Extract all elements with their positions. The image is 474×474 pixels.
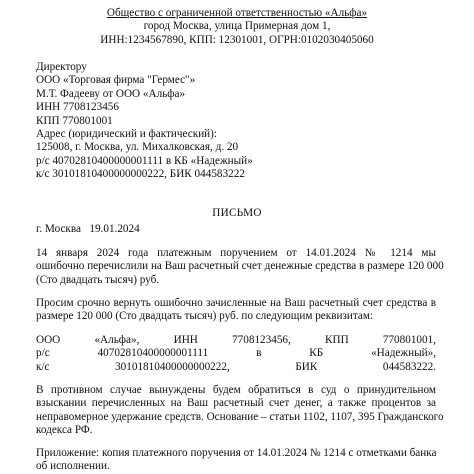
recipient-line: ИНН 7708123456 [36, 101, 119, 114]
letter-title: ПИСЬМО [212, 207, 262, 219]
paragraph-line: (Сто двадцать тысяч) руб. [36, 273, 160, 286]
recipient-line: к/с 30101810400000000222, БИК 044583222 [36, 168, 245, 181]
recipient-line: р/с 40702810400000001111 в КБ «Надежный» [36, 154, 253, 167]
recipient-line: КПП 770801001 [36, 114, 113, 127]
paragraph-attachment [36, 447, 436, 474]
requisites-line: к/с 30101810400000000222, БИК 044583222. [36, 360, 436, 373]
paragraph-line: размере 120 000 (Сто двадцать тысяч) руб. по следующим реквизитам: [36, 310, 374, 323]
organization-ids: ИНН:1234567890, КПП: 12301001, ОГРН:0102030405060 [100, 33, 374, 46]
paragraph-line: кодекса РФ. [36, 424, 93, 437]
paragraph-erroneous-transfer [36, 247, 444, 287]
organization-address: город Москва, улица Примерная дом 1, [143, 20, 331, 33]
letter-place: г. Москва [36, 223, 81, 235]
recipient-line: Директору [36, 61, 87, 73]
recipient-line: 125008, г. Москва, ул. Михалковская, д. 20 [36, 141, 239, 154]
paragraph-line: ошибочно перечислили на Ваш расчетный счет денежные средства в размере 120 000 [36, 260, 444, 273]
paragraph-line: взыскании перечисленных на Ваш расчетный счет денег, а также процентов за [36, 397, 436, 410]
recipient-block [36, 61, 456, 182]
recipient-line: Адрес (юридический и фактический): [36, 128, 218, 141]
letter-date: 19.01.2024 [89, 223, 140, 235]
recipient-line: М.Т. Фадееву от ООО «Альфа» [36, 87, 186, 100]
paragraph-line: В противном случае вынуждены будем обратиться в суд о принудительном [36, 384, 436, 396]
paragraph-line: 14 января 2024 года платежным поручением от 14.01.2024 № 1214 мы [36, 247, 436, 259]
requisites-line: ООО «Альфа», ИНН 7708123456, КПП 770801001, [36, 334, 436, 346]
requisites-line: р/с 40702810400000001111 в КБ «Надежный», [36, 347, 436, 360]
paragraph-line: об исполнении. [36, 460, 110, 473]
recipient-line: ООО «Торговая фирма "Гермес"» [36, 74, 196, 87]
place-date [36, 223, 140, 236]
organization-name: Общество с ограниченной ответственностью «Альфа» [106, 7, 368, 19]
paragraph-court-warning [36, 384, 444, 438]
requisites-block [36, 334, 436, 374]
paragraph-line: неправомерное удержание средств. Основание – статьи 1102, 1107, 395 Гражданского [36, 410, 444, 423]
paragraph-line: Приложение: копия платежного поручения от 14.01.2024 № 1214 с отметками банка [36, 447, 437, 459]
organization-header [0, 7, 474, 47]
paragraph-refund-request [36, 297, 436, 324]
paragraph-line: Просим срочно вернуть ошибочно зачисленные на Ваш расчетный счет средства в [36, 297, 436, 309]
